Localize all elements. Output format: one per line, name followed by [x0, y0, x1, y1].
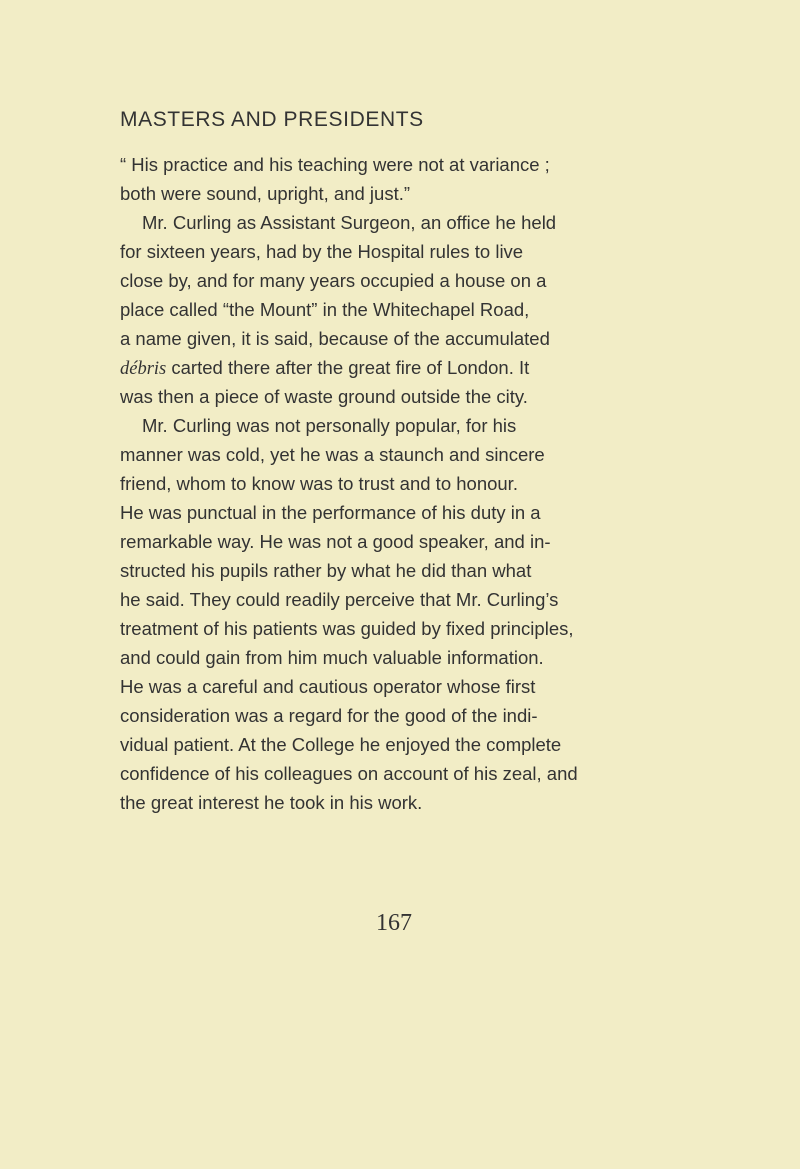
text-line-rest: carted there after the great fire of London. It	[171, 357, 530, 378]
text-line: and could gain from him much valuable information.	[120, 647, 544, 668]
text-line: remarkable way. He was not a good speaker, and in-	[120, 531, 551, 552]
text-line: the great interest he took in his work.	[120, 792, 423, 813]
text-line: vidual patient. At the College he enjoyed the complete	[120, 734, 562, 755]
text-line: Mr. Curling as Assistant Surgeon, an office he held	[142, 212, 557, 233]
text-line: Mr. Curling was not personally popular, for his	[142, 415, 517, 436]
text-line: manner was cold, yet he was a staunch and sincere	[120, 444, 545, 465]
text-line: place called “the Mount” in the Whitechapel Road,	[120, 299, 530, 320]
text-line: He was a careful and cautious operator whose first	[120, 676, 536, 697]
text-line: for sixteen years, had by the Hospital rules to live	[120, 241, 524, 262]
text-line: confidence of his colleagues on account of his zeal, and	[120, 763, 578, 784]
text-line: consideration was a regard for the good of the indi-	[120, 705, 538, 726]
text-line: both were sound, upright, and just.”	[120, 183, 411, 204]
text-line: “ His practice and his teaching were not at variance ;	[120, 154, 550, 175]
italic-word: débris	[120, 359, 167, 379]
text-line: a name given, it is said, because of the accumulated	[120, 328, 550, 349]
text-line: close by, and for many years occupied a house on a	[120, 270, 547, 291]
text-line: He was punctual in the performance of his duty in a	[120, 502, 541, 523]
text-line: friend, whom to know was to trust and to honour.	[120, 473, 518, 494]
text-line	[120, 353, 529, 384]
text-line: he said. They could readily perceive that Mr. Curling’s	[120, 589, 559, 610]
running-head: MASTERS AND PRESIDENTS	[120, 108, 424, 131]
text-line: was then a piece of waste ground outside the city.	[120, 386, 528, 407]
text-line: structed his pupils rather by what he did than what	[120, 560, 532, 581]
page-number: 167	[376, 910, 412, 936]
text-line: treatment of his patients was guided by fixed principles,	[120, 618, 574, 639]
